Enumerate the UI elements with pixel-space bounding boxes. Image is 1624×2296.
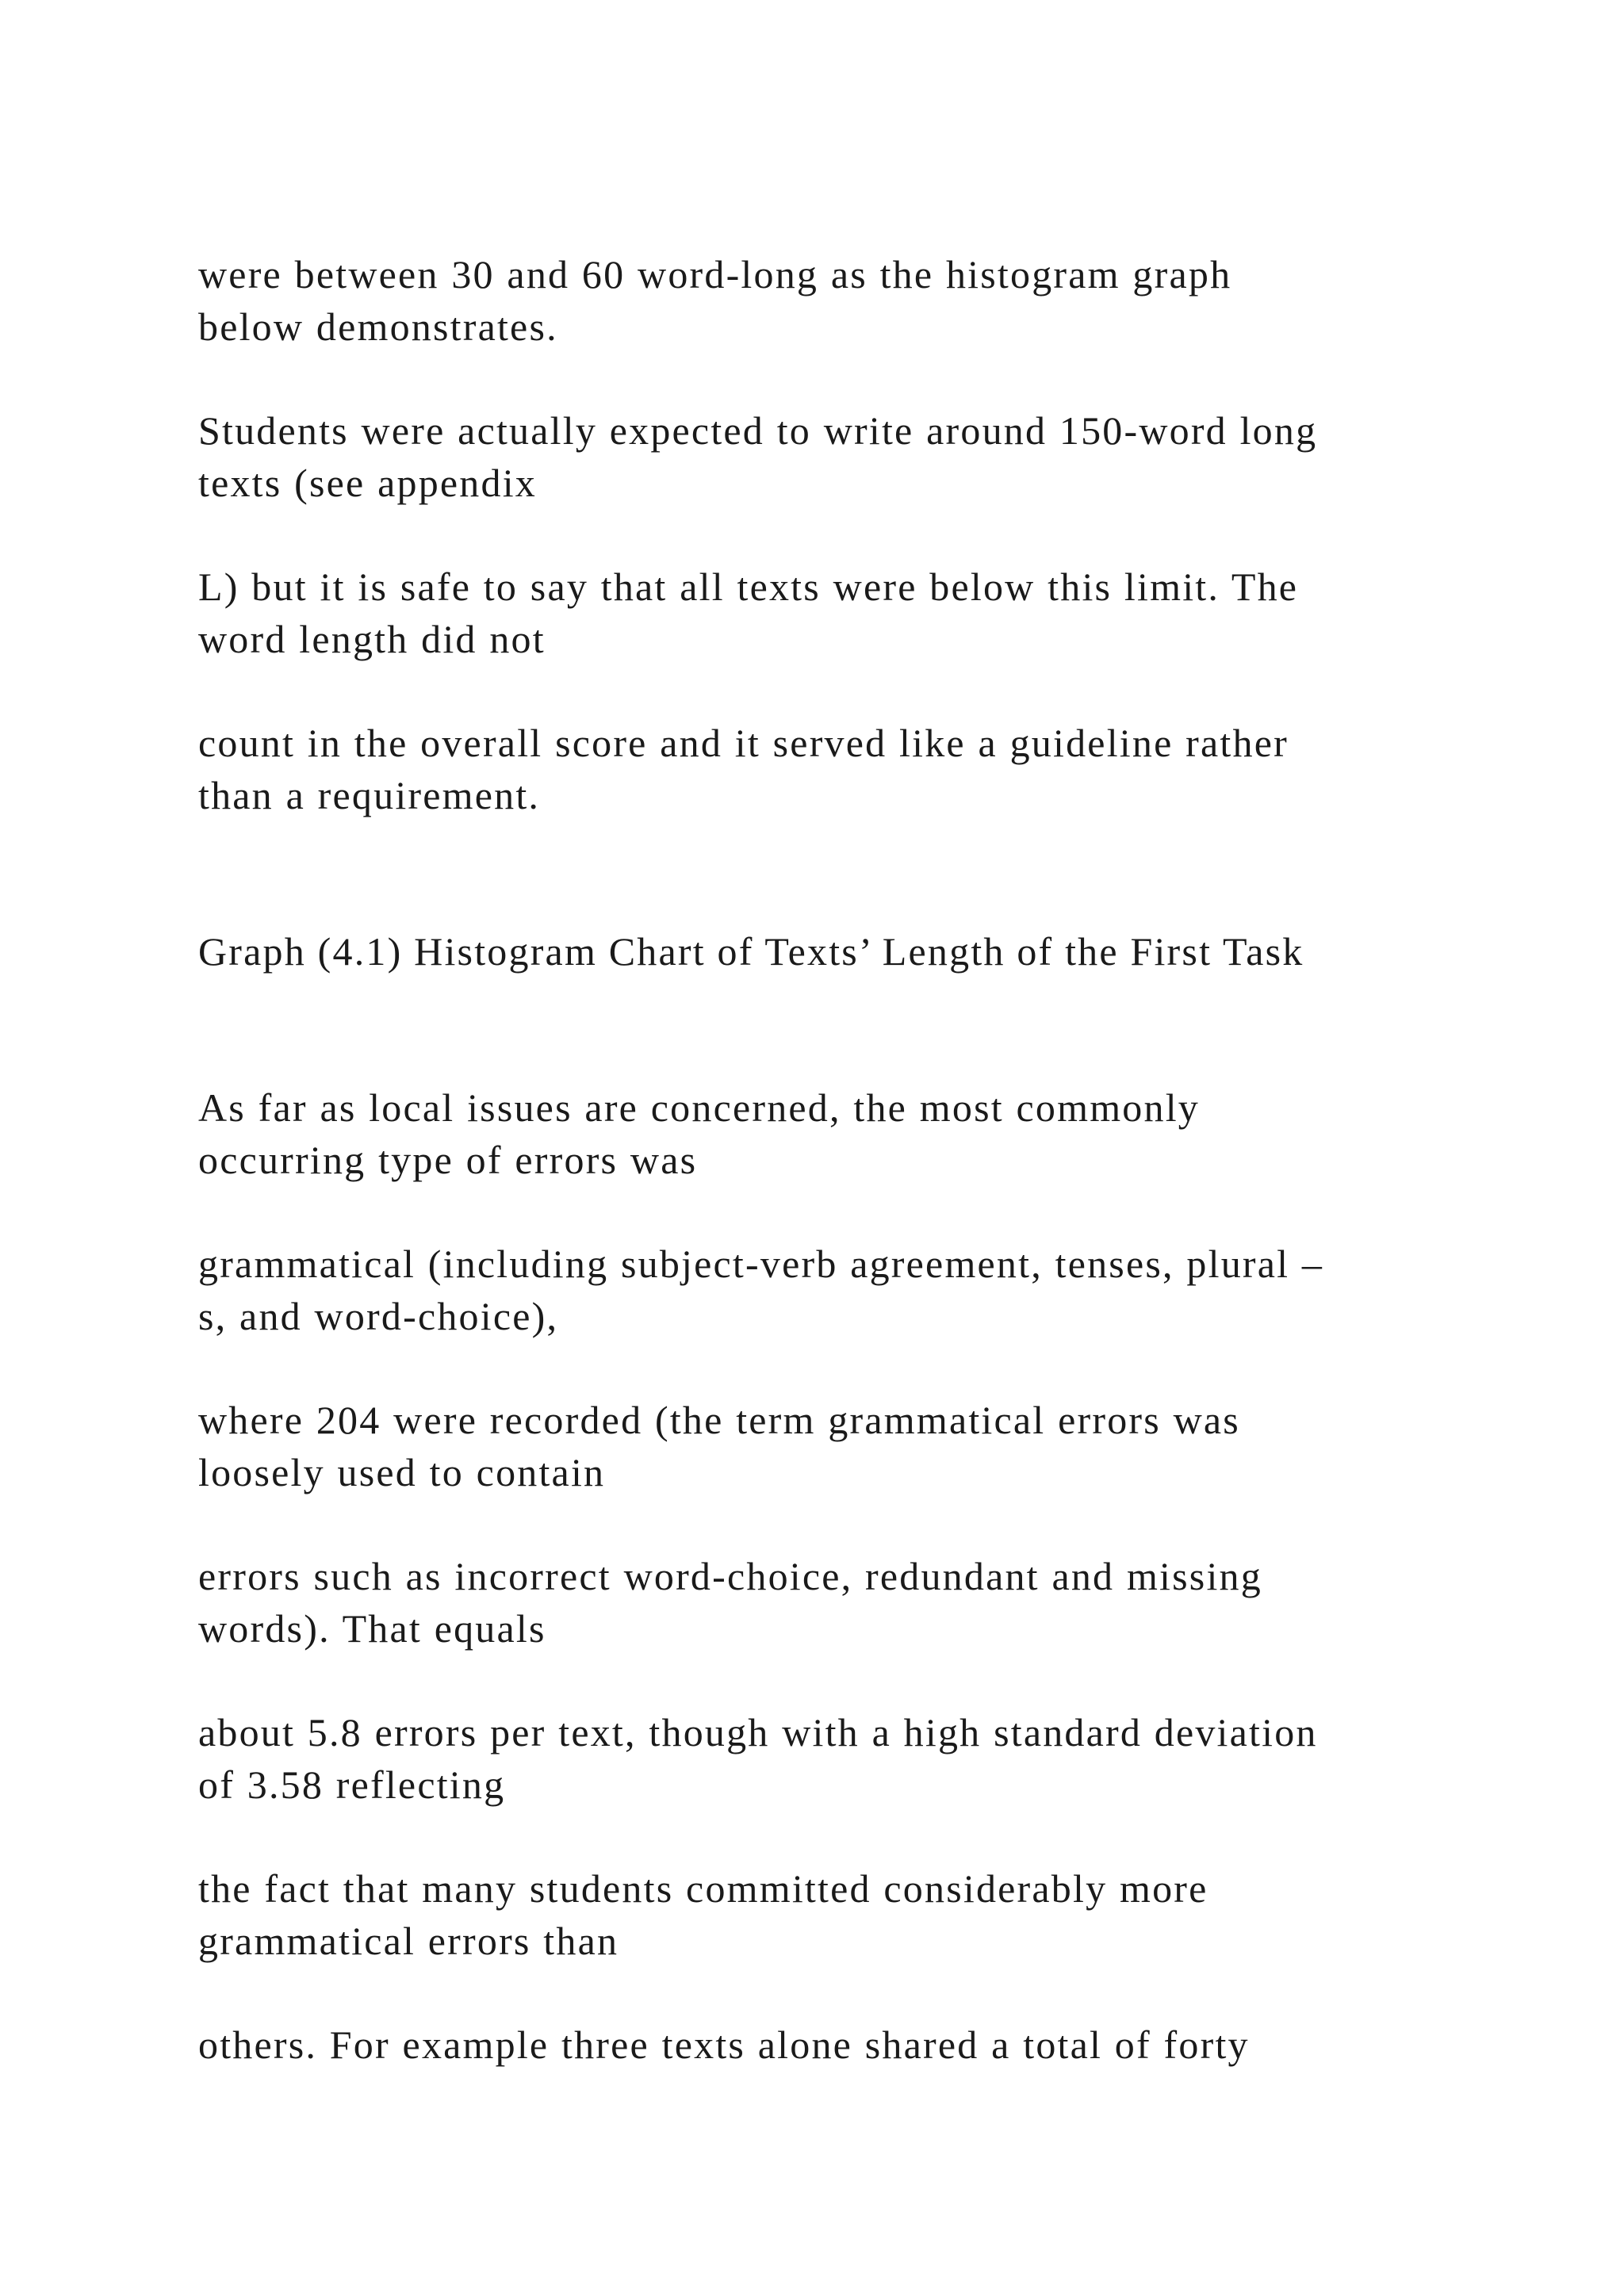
text-line: grammatical errors than	[198, 1919, 619, 1963]
figure-caption: Graph (4.1) Histogram Chart of Texts’ Length of the First Task	[198, 929, 1304, 974]
paragraph-4	[198, 717, 1467, 821]
text-line: occurring type of errors was	[198, 1138, 698, 1182]
paragraph-3	[198, 561, 1467, 665]
text-line: where 204 were recorded (the term grammatical errors was	[198, 1398, 1240, 1442]
paragraph-6	[198, 1238, 1467, 1342]
text-line: the fact that many students committed considerably more	[198, 1866, 1208, 1911]
text-line: Students were actually expected to write around 150-word long	[198, 408, 1318, 453]
text-line: texts (see appendix	[198, 461, 538, 505]
text-line: grammatical (including subject-verb agreement, tenses, plural –	[198, 1242, 1324, 1286]
text-line: count in the overall score and it served like a guideline rather	[198, 721, 1289, 765]
text-line: about 5.8 errors per text, though with a high standard deviation	[198, 1710, 1318, 1755]
paragraph-10	[198, 1862, 1467, 1967]
text-line: below demonstrates.	[198, 304, 558, 349]
text-line: word length did not	[198, 617, 546, 661]
text-line: others. For example three texts alone shared a total of forty	[198, 2022, 1250, 2067]
text-line: L) but it is safe to say that all texts were below this limit. The	[198, 564, 1299, 609]
paragraph-11	[198, 2019, 1467, 2071]
text-line: were between 30 and 60 word-long as the histogram graph	[198, 252, 1232, 297]
paragraph-8	[198, 1550, 1467, 1655]
paragraph-5	[198, 1081, 1467, 1186]
paragraph-7	[198, 1394, 1467, 1498]
text-line: errors such as incorrect word-choice, redundant and missing	[198, 1554, 1262, 1598]
text-line: loosely used to contain	[198, 1450, 606, 1494]
text-line: of 3.58 reflecting	[198, 1762, 506, 1807]
text-line: As far as local issues are concerned, the most commonly	[198, 1085, 1200, 1130]
text-line: than a requirement.	[198, 773, 541, 817]
text-line: s, and word-choice),	[198, 1294, 559, 1338]
paragraph-9	[198, 1706, 1467, 1811]
paragraph-1	[198, 248, 1467, 353]
text-line: words). That equals	[198, 1606, 546, 1651]
paragraph-2	[198, 404, 1467, 509]
